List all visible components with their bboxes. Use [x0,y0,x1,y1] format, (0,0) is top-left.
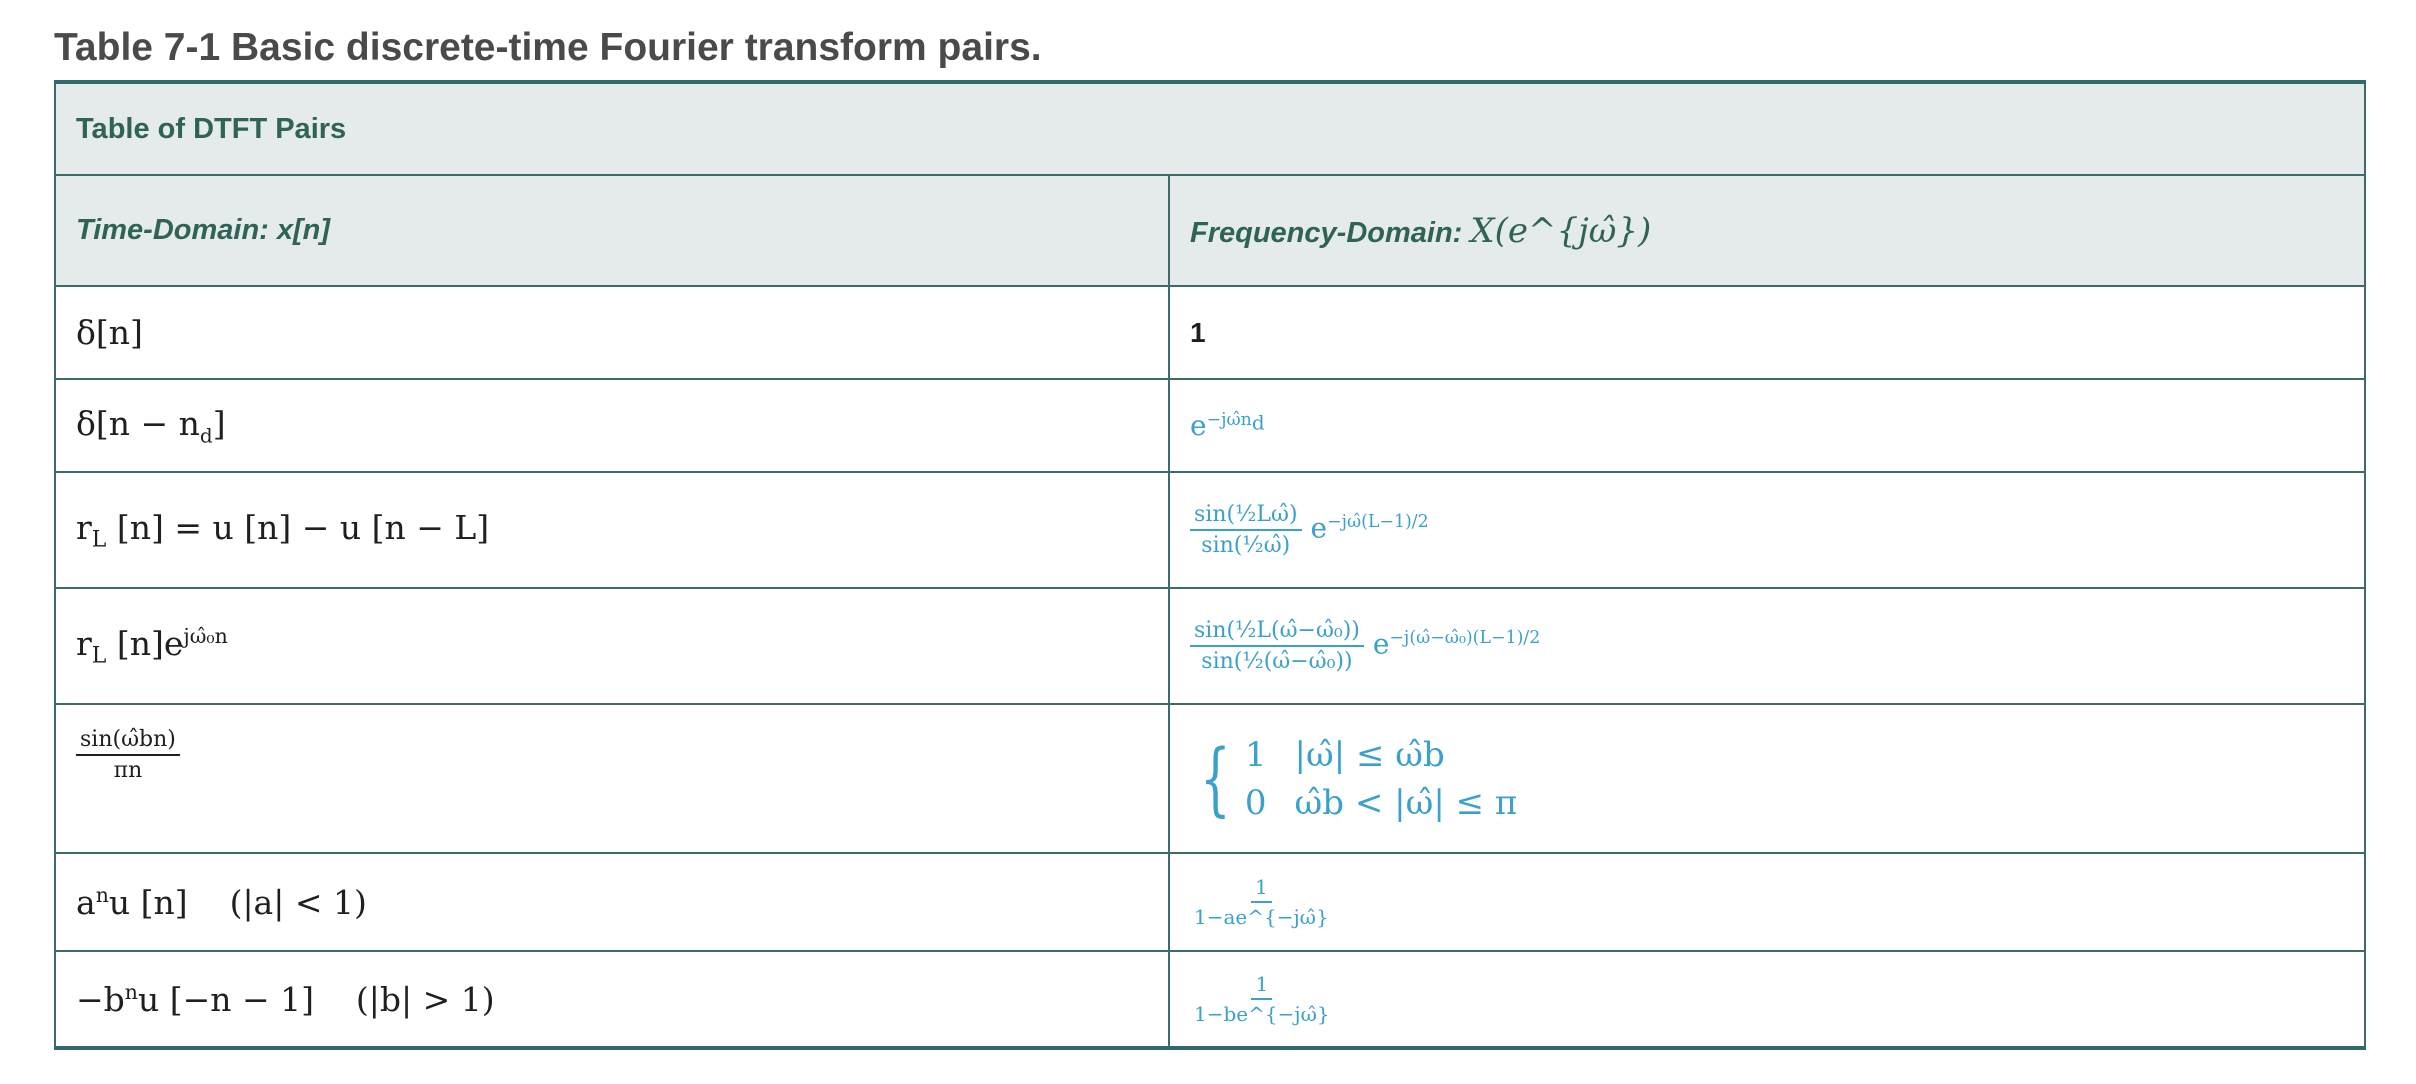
time-expr-base: −b [76,979,125,1019]
time-expr-rest: [n]e [106,623,184,663]
time-expr-exponent: n [95,882,109,907]
time-domain-cell [55,379,1169,472]
freq-fraction [1190,875,1333,929]
time-expr-sub: d [199,423,213,448]
freq-tail-base: e [1372,627,1390,661]
table-row [55,472,2365,588]
time-domain-cell [55,704,1169,853]
freq-exponent [1206,409,1265,435]
time-expr-close: ] [212,403,226,443]
case-value: 1 [1244,734,1267,775]
time-numerator: sin(ω̂bn) [76,727,180,756]
time-domain-cell [55,472,1169,588]
table-title-row [55,82,2365,175]
case-value: 0 [1244,782,1267,823]
time-expr-base: a [76,882,96,922]
time-domain-cell [55,286,1169,379]
time-domain-cell [55,588,1169,704]
piecewise-case [1245,735,1517,775]
time-expr-prefix: r [76,507,92,547]
table-row [55,853,2365,951]
freq-denominator: sin(½ω̂) [1201,533,1291,558]
time-expr-rest: u [−n − 1] (|b| > 1) [137,979,495,1019]
time-denominator: πn [113,758,143,783]
time-domain-cell [55,853,1169,951]
freq-exponent-sub: d [1251,410,1265,435]
freq-fraction [1190,618,1364,674]
frequency-domain-cell [1169,379,2365,472]
frequency-domain-cell [1169,286,2365,379]
time-expr-exponent: jω̂₀n [183,623,228,648]
piecewise-case [1245,783,1517,823]
frequency-domain-cell [1169,588,2365,704]
frequency-domain-header-expr: X(e^{jω̂}) [1470,210,1652,251]
frequency-domain-header-label: Frequency-Domain: [1190,216,1471,249]
table-row [55,588,2365,704]
freq-numerator: sin(½Lω̂) [1190,502,1302,531]
time-expr-sub: L [91,527,107,553]
time-expr-sub: L [91,643,107,669]
dtft-table [54,80,2366,1050]
table-caption: Table 7-1 Basic discrete-time Fourier transform pairs. [54,26,1042,69]
freq-numerator: 1 [1251,875,1272,903]
freq-fraction [1190,502,1302,558]
freq-exponent-main: −jω̂n [1206,409,1252,430]
freq-denominator: sin(½(ω̂−ω̂₀)) [1201,649,1353,674]
column-header-row [55,175,2365,286]
freq-expr: 1 [1190,316,1206,348]
time-expr-base: δ[n − n [76,403,200,443]
time-expr: δ[n] [76,313,143,352]
freq-tail-exponent: −j(ω̂−ω̂₀)(L−1)/2 [1389,628,1541,649]
frequency-domain-cell [1169,704,2365,853]
freq-denominator: 1−be^{−jω̂} [1194,1002,1330,1026]
table-title: Table of DTFT Pairs [55,82,2365,175]
frequency-domain-cell [1169,472,2365,588]
time-fraction [76,727,180,783]
time-domain-header: Time-Domain: x[n] [55,175,1169,286]
case-condition: |ω̂| ≤ ω̂b [1294,734,1445,775]
piecewise-cases [1245,735,1517,823]
table-row [55,379,2365,472]
freq-denominator: 1−ae^{−jω̂} [1194,905,1329,929]
table-row [55,951,2365,1048]
time-domain-cell [55,951,1169,1048]
frequency-domain-header [1169,175,2365,286]
freq-numerator: sin(½L(ω̂−ω̂₀)) [1190,618,1364,647]
left-brace-icon: { [1200,731,1231,825]
freq-tail-exponent: −jω̂(L−1)/2 [1327,512,1429,533]
freq-fraction [1190,972,1334,1026]
time-expr-rest: [n] = u [n] − u [n − L] [106,507,490,547]
time-expr-rest: u [n] (|a| < 1) [108,882,367,922]
frequency-domain-cell [1169,951,2365,1048]
frequency-domain-cell [1169,853,2365,951]
time-expr-exponent: n [124,979,138,1004]
table-row [55,704,2365,853]
freq-tail-base: e [1310,511,1328,545]
case-condition: ω̂b < |ω̂| ≤ π [1294,782,1518,823]
piecewise-function [1190,731,1518,825]
freq-numerator: 1 [1251,972,1272,1000]
freq-base: e [1190,409,1207,442]
time-expr-prefix: r [76,623,92,663]
table-row [55,286,2365,379]
